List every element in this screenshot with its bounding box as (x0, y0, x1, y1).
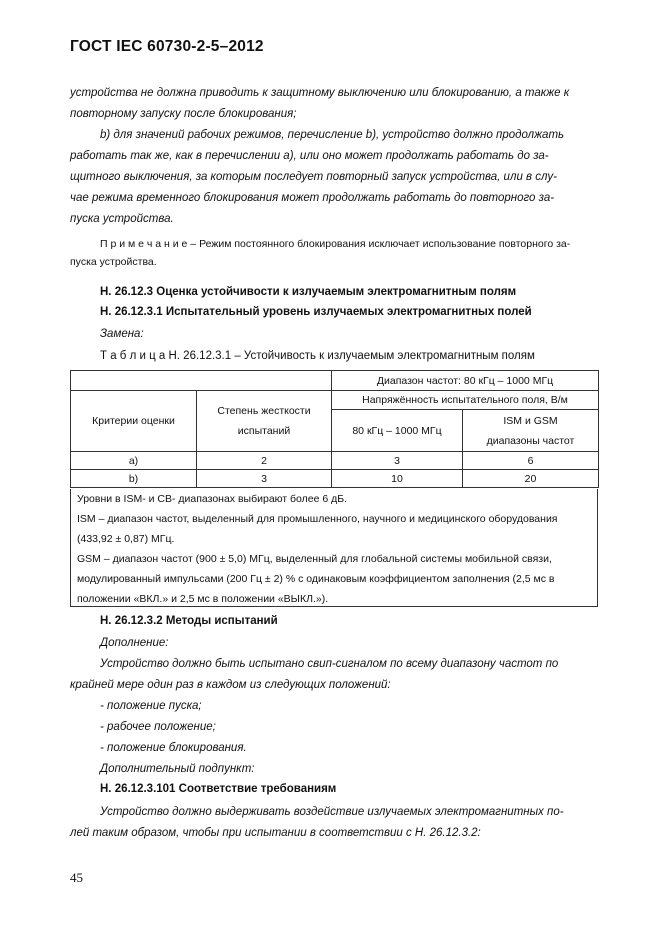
ism-cell: 6 (463, 452, 599, 470)
criteria-header: Критерии оценки (71, 391, 197, 452)
item-b-line-3: щитного выключения, за которым последует повторный запуск устройства, или в слу- (70, 171, 557, 183)
section-heading-26-12-3-101: Н. 26.12.3.101 Соответствие требованиям (100, 783, 337, 795)
list-item-lockout: - положение блокирования. (100, 742, 247, 754)
table-notes (70, 489, 598, 607)
table-note-line: (433,92 ± 0,87) МГц. (77, 533, 175, 545)
table-note-line: Уровни в ISM- и СВ- диапазонах выбирают более 6 дБ. (77, 493, 348, 505)
note-line-2: пуска устройства. (70, 256, 157, 268)
note-text-1: – Режим постоянного блокирования исключает использование повторного за- (187, 238, 571, 250)
list-item-start: - положение пуска; (100, 700, 202, 712)
range-header: Диапазон частот: 80 кГц – 1000 МГц (332, 371, 599, 391)
range-cell: 10 (332, 470, 463, 488)
table-caption-label: Т а б л и ц а (100, 350, 166, 362)
list-item-operating: - рабочее положение; (100, 721, 216, 733)
intro-line-1: устройства не должна приводить к защитному выключению или блокированию, а также к (70, 87, 570, 99)
compliance-paragraph-line-1: Устройство должно выдерживать воздействие излучаемых электромагнитных по- (100, 806, 564, 818)
item-b-line-1: b) для значений рабочих режимов, перечисление b), устройство должно продолжать (100, 129, 565, 141)
item-b-line-5: пуска устройства. (70, 213, 174, 225)
severity-header-line-2: испытаний (237, 425, 291, 437)
page-number: 45 (70, 870, 83, 885)
immunity-table (70, 370, 599, 488)
replacement-label: Замена: (100, 328, 144, 340)
severity-header (197, 391, 332, 452)
table-note-line: модулированный импульсами (200 Гц ± 2) % с одинаковым коэффициентом заполнения (2,5 мс в (77, 573, 555, 585)
empty-header-cell (71, 371, 332, 391)
table-caption-text: Н. 26.12.3.1 – Устойчивость к излучаемым электромагнитным полям (165, 350, 535, 362)
methods-paragraph-line-2: крайней мере один раз в каждом из следующих положений: (70, 679, 391, 691)
range-col-header: 80 кГц – 1000 МГц (332, 410, 463, 452)
ism-header-line-1: ISM и GSM (503, 414, 558, 427)
intro-line-2: повторному запуску после блокирования; (70, 108, 297, 120)
table-row (71, 470, 599, 488)
note-line-1 (100, 236, 570, 252)
ism-header-line-2: диапазоны частот (486, 434, 575, 447)
methods-paragraph-line-1: Устройство должно быть испытано свип-сигналом по всему диапазону частот по (100, 658, 559, 670)
section-heading-26-12-3-1: Н. 26.12.3.1 Испытательный уровень излучаемых электромагнитных полей (100, 306, 532, 318)
criteria-cell: b) (71, 470, 197, 488)
compliance-paragraph-line-2: лей таким образом, чтобы при испытании в соответствии с Н. 26.12.3.2: (70, 827, 481, 839)
table-row (71, 452, 599, 470)
severity-cell: 2 (197, 452, 332, 470)
criteria-cell: a) (71, 452, 197, 470)
severity-cell: 3 (197, 470, 332, 488)
document-header: ГОСТ IEC 60730-2-5–2012 (70, 38, 264, 55)
table-note-line: положении «ВКЛ.» и 2,5 мс в положении «ВЫКЛ.»). (77, 593, 329, 605)
addition-label: Дополнение: (100, 637, 169, 649)
ism-cell: 20 (463, 470, 599, 488)
severity-header-line-1: Степень жесткости (217, 405, 311, 417)
table-note-line: ISM – диапазон частот, выделенный для промышленного, научного и медицинского оборудования (77, 513, 558, 525)
item-b-line-4: чае режима временного блокирования может продолжать работать до повторного за- (70, 192, 555, 204)
item-b-line-2: работать так же, как в перечислении а), или оно может продолжать работать до за- (70, 150, 549, 162)
section-heading-26-12-3: Н. 26.12.3 Оценка устойчивости к излучаемым электромагнитным полям (100, 286, 517, 298)
ism-col-header (463, 410, 599, 452)
range-cell: 3 (332, 452, 463, 470)
voltage-header: Напряжённость испытательного поля, В/м (332, 391, 599, 410)
note-label: П р и м е ч а н и е (100, 238, 188, 250)
table-note-line: GSM – диапазон частот (900 ± 5,0) МГц, выделенный для глобальной системы мобильной связи, (77, 553, 552, 565)
additional-subclause-label: Дополнительный подпункт: (100, 763, 255, 775)
table-caption (100, 348, 535, 364)
section-heading-26-12-3-2: Н. 26.12.3.2 Методы испытаний (100, 615, 278, 627)
